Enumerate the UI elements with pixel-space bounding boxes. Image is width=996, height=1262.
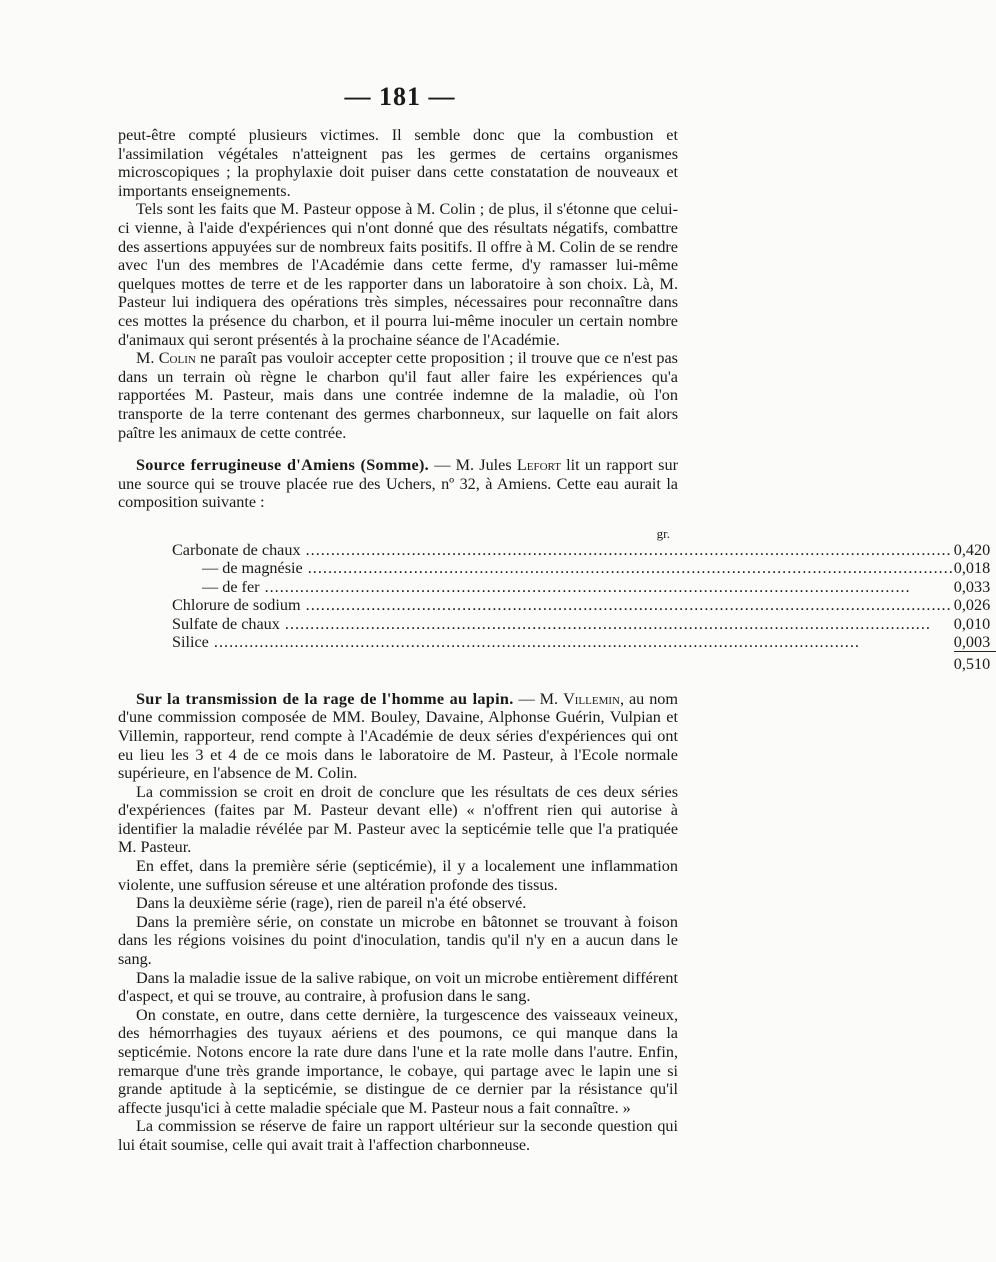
body-text [118, 126, 991, 1155]
section-heading-source: Source ferrugineuse d'Amiens (Somme). [136, 456, 430, 475]
author-name: Lefort [516, 456, 561, 475]
composition-name: — de fer ..... [118, 578, 954, 596]
composition-row [118, 633, 996, 652]
composition-name: Silice ..... [118, 633, 954, 652]
paragraph: La commission se réserve de faire un rapport ultérieur sur la seconde question qui lui était soumise, celle qui avait trait à l'affection charbonneuse. [118, 1117, 678, 1154]
paragraph: Tels sont les faits que M. Pasteur oppose à M. Colin ; de plus, il s'étonne que celui-ci vienne, à l'aide d'expériences qui n'ont donné que des résultats négatifs, combattre des assertions appuyées sur de nombreux faits positifs. Il offre à M. Colin de se rendre avec l'un des membres de l'Académie dans cette ferme, d'y ramasser lui-même quelques mottes de terre et de les rapporter dans un laboratoire à son choix. Là, M. Pasteur lui indiquera des opérations très simples, nécessaires pour reconnaître dans ces mottes la présence du charbon, et il pourra lui-même inoculer un certain nombre d'animaux qui seront présentés à la prochaine séance de l'Académie. [118, 200, 678, 349]
total-row [118, 652, 996, 674]
paragraph: Dans la maladie issue de la salive rabique, on voit un microbe entièrement différent d'aspect, et qui se trouve, au contraire, à profusion dans le sang. [118, 968, 678, 1006]
section-heading-rage: Sur la transmission de la rage de l'homme au lapin. [136, 689, 514, 708]
author-name: Colin [158, 349, 196, 368]
paragraph: La commission se croit en droit de conclure que les résultats de ces deux séries d'expériences (faites par M. Pasteur devant elle) « n'offrent rien qui autorise à identifier la maladie révélée par M. Pasteur avec la septicémie telle que l'a pratiquée M. Pasteur. [118, 782, 678, 857]
unit-label: gr. [656, 525, 670, 541]
composition-row [118, 615, 996, 633]
composition-row [118, 541, 996, 559]
composition-value: 0,033 [953, 577, 991, 596]
composition-value: 0,420 [953, 540, 991, 559]
composition-row [118, 578, 996, 596]
paragraph: En effet, dans la première série (septicémie), il y a localement une inflammation violente, une suffusion séreuse et une altération profonde des tissus. [118, 857, 678, 894]
composition-table [118, 525, 991, 674]
paragraph: Dans la première série, on constate un microbe en bâtonnet se trouvant à foison dans les régions voisines du point d'inoculation, tandis qu'il n'y en a aucun dans le sang. [118, 912, 678, 969]
composition-row [118, 559, 996, 577]
composition-name: Sulfate de chaux ..... [118, 615, 954, 633]
composition-name: Carbonate de chaux ..... [118, 541, 954, 559]
composition-name: Chlorure de sodium ..... [118, 596, 954, 614]
composition-row [118, 596, 996, 614]
composition-value: 0,018 [953, 559, 991, 578]
composition-value: 0,010 [953, 614, 991, 633]
paragraph: On constate, en outre, dans cette dernière, la turgescence des vaisseaux veineux, des hémorrhagies des tuyaux aériens et des poumons, ce qui manque dans la septicémie. Notons encore la rate dure dans l'une et la rate molle dans l'autre. Enfin, remarque d'une très grande importance, le cobaye, qui partage avec le lapin une si grande aptitude à la septicémie, se distingue de ce dernier par la résistance qu'il affecte jusqu'ici à cette maladie spéciale que M. Pasteur nous a fait connaître. » [118, 1005, 678, 1117]
page-number: — 181 — [344, 82, 456, 111]
composition-name: — de magnésie ..... [118, 559, 954, 577]
section-rage-paragraph: Sur la transmission de la rage de l'homme au lapin. — M. Villemin, au nom d'une commission composée de MM. Bouley, Davaine, Alphonse Guérin, Vulpian et Villemin, rapporteur, rend compte à l'Académie de deux séries d'expériences qui ont eu lieu les 3 et 4 de ce mois dans le laboratoire de M. Pasteur, à l'Ecole normale supérieure, en l'absence de M. Colin. [118, 689, 678, 783]
total-value: 0,510 [954, 652, 996, 674]
composition-value: 0,026 [953, 596, 991, 615]
composition-value: 0,003 [953, 632, 991, 651]
paragraph: peut-être compté plusieurs victimes. Il semble donc que la combustion et l'assimilation végétales n'atteignent pas les germes de certains organismes microscopiques ; la prophylaxie doit puiser dans cette constatation de nouveaux et importants enseignements. [118, 126, 678, 200]
author-name: Villemin [563, 689, 620, 708]
section-source-paragraph: Source ferrugineuse d'Amiens (Somme). — M. Jules Lefort lit un rapport sur une source qui se trouve placée rue des Uchers, nº 32, à Amiens. Cette eau aurait la composition suivante : [118, 456, 678, 512]
paragraph-colin-reply: M. Colin ne paraît pas vouloir accepter cette proposition ; il trouve que ce n'est pas dans un terrain où règne le charbon qu'il faut aller faire les expériences qu'a rapportées M. Pasteur, mais dans une contrée indemne de la maladie, où l'on transporte de la terre contenant des germes charbonneux, sur laquelle on fait alors paître les animaux de cette contrée. [118, 349, 678, 442]
paragraph: Dans la deuxième série (rage), rien de pareil n'a été observé. [136, 894, 527, 913]
